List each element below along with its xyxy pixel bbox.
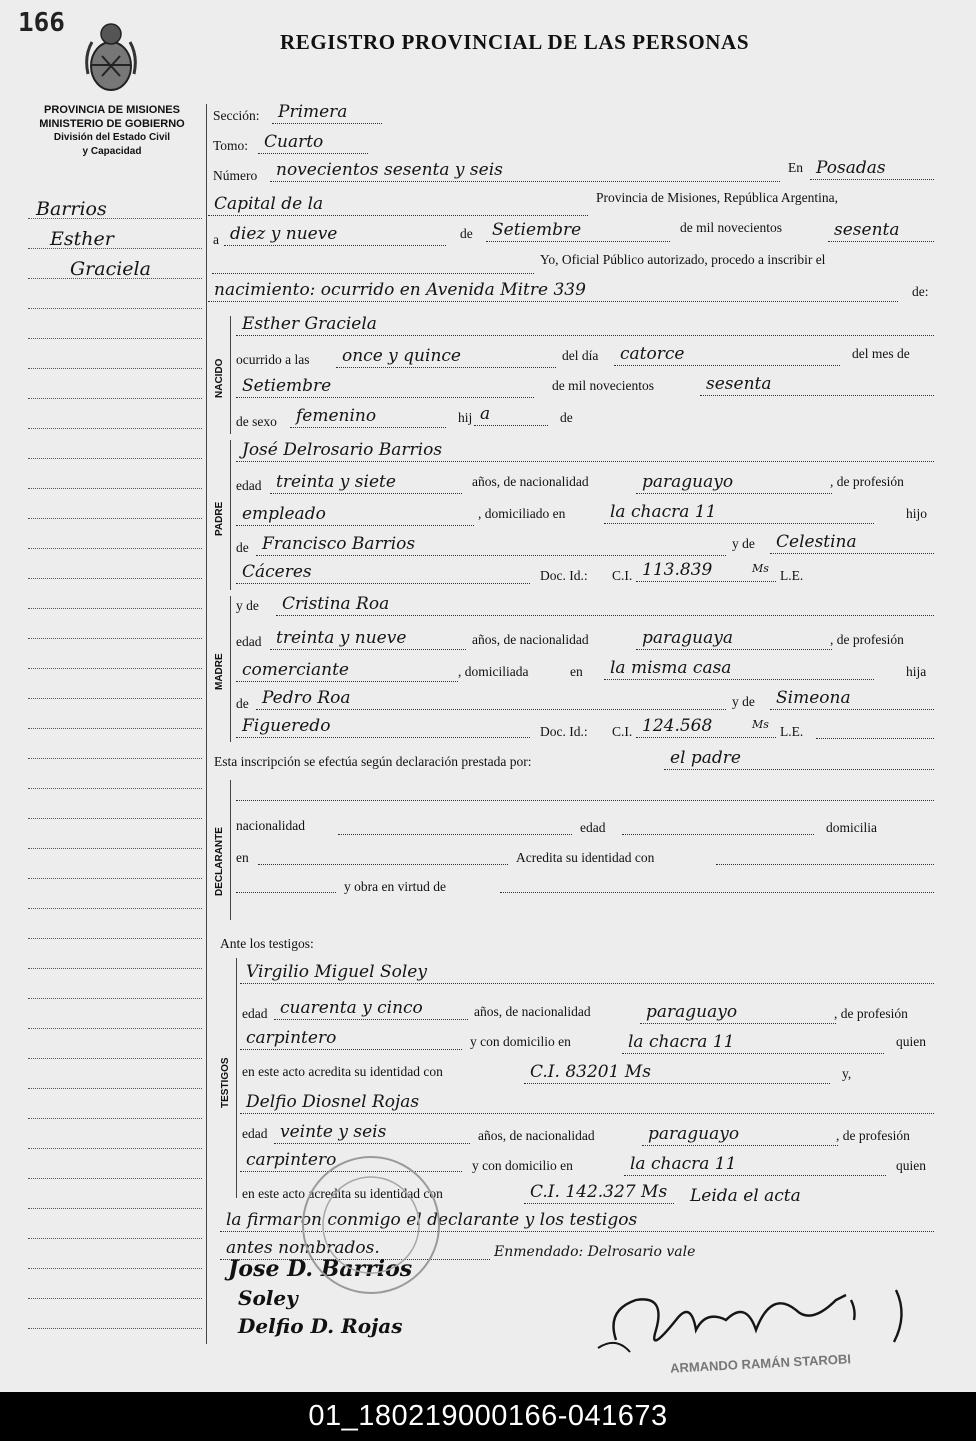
hij-de-label: de bbox=[560, 410, 573, 425]
t2-edad-value: veinte y seis bbox=[280, 1122, 387, 1142]
declarante-section-label: DECLARANTE bbox=[214, 827, 225, 896]
document-id-footer: 01_180219000166-041673 bbox=[0, 1392, 976, 1441]
t1-nombre-value: Virgilio Miguel Soley bbox=[246, 962, 427, 982]
sexo-field bbox=[290, 408, 446, 428]
ministry-line: y Capacidad bbox=[82, 146, 142, 157]
padre-edad-label: edad bbox=[236, 478, 262, 493]
numero-field bbox=[270, 162, 780, 182]
padre-domicilio-field bbox=[604, 504, 874, 524]
signature-testigo-1: Soley bbox=[238, 1286, 298, 1310]
sexo-value: femenino bbox=[296, 406, 377, 426]
en-label: En bbox=[788, 160, 803, 175]
anio-value: sesenta bbox=[834, 220, 900, 240]
nacido-nombre-value: Esther Graciela bbox=[242, 314, 377, 334]
hora-field bbox=[336, 348, 556, 368]
en-value: Posadas bbox=[816, 158, 886, 178]
madre-nombre-value: Cristina Roa bbox=[282, 594, 390, 614]
padre-nombre-value: José Delrosario Barrios bbox=[242, 440, 443, 460]
t1-domicilio-field bbox=[622, 1034, 884, 1054]
page-number: 166 bbox=[18, 8, 65, 38]
en-field bbox=[810, 160, 934, 180]
de-colon-label: de: bbox=[912, 284, 929, 299]
t1-profesion-value: carpintero bbox=[246, 1028, 337, 1048]
madre-nacionalidad-value: paraguaya bbox=[642, 628, 733, 648]
form-left-rule bbox=[206, 104, 207, 1344]
t2-nombre-value: Delfio Diosnel Rojas bbox=[246, 1092, 420, 1112]
dia-field bbox=[224, 226, 446, 246]
padre-nac-label: años, de nacionalidad bbox=[472, 474, 589, 489]
t2-domicilio-field bbox=[624, 1156, 886, 1176]
t1-y-label: y, bbox=[842, 1066, 852, 1081]
t2-quien-label: quien bbox=[896, 1158, 926, 1173]
madre-profesion-field bbox=[236, 662, 458, 682]
declaracion-text: Esta inscripción se efectúa según declaración prestada por: bbox=[214, 754, 532, 769]
declarante-obra-line bbox=[500, 892, 934, 893]
t1-edad-value: cuarenta y cinco bbox=[280, 998, 423, 1018]
padre-dom-label: , domiciliado en bbox=[478, 506, 566, 521]
madre-madre-field bbox=[770, 690, 934, 710]
registry-title: REGISTRO PROVINCIAL DE LAS PERSONAS bbox=[280, 30, 750, 54]
t2-nacionalidad-value: paraguayo bbox=[648, 1124, 740, 1144]
madre-madre-cont-field bbox=[236, 718, 530, 738]
madre-doc-label: Doc. Id.: bbox=[540, 724, 588, 739]
t1-edad-field bbox=[274, 1000, 468, 1020]
testigos-rule bbox=[236, 958, 237, 1198]
madre-madre-value: Simeona bbox=[776, 688, 851, 708]
madre-nacionalidad-field bbox=[636, 630, 832, 650]
t2-ci-field bbox=[524, 1184, 674, 1204]
coat-of-arms-icon bbox=[82, 16, 140, 98]
madre-y-de2-label: y de bbox=[732, 694, 755, 709]
margin-surname: Barrios bbox=[36, 198, 107, 220]
de-mil-label: de mil novecientos bbox=[680, 220, 782, 235]
nacido-de-mil-label: de mil novecientos bbox=[552, 378, 654, 393]
t2-nacionalidad-field bbox=[642, 1126, 838, 1146]
padre-edad-field bbox=[270, 474, 462, 494]
seccion-field bbox=[272, 104, 382, 124]
declarante-acredita-label: Acredita su identidad con bbox=[516, 850, 655, 865]
t2-edad-label: edad bbox=[242, 1126, 268, 1141]
madre-domicilio-field bbox=[604, 660, 874, 680]
dia-value: diez y nueve bbox=[230, 224, 338, 244]
madre-rule bbox=[230, 596, 231, 742]
nacido-mes-field bbox=[236, 378, 534, 398]
padre-profesion-field bbox=[236, 506, 474, 526]
t2-acredita-label: en este acto acredita su identidad con bbox=[242, 1186, 443, 1201]
acto-field bbox=[208, 282, 898, 302]
cierre-2: la firmaron conmigo el declarante y los testigos bbox=[226, 1210, 638, 1230]
sexo-label: de sexo bbox=[236, 414, 277, 429]
tomo-field bbox=[258, 134, 368, 154]
madre-dom-label: , domiciliada bbox=[458, 664, 529, 679]
declarante-obra-label: y obra en virtud de bbox=[344, 879, 446, 894]
t2-dom-label: y con domicilio en bbox=[472, 1158, 573, 1173]
padre-madre-cont-value: Cáceres bbox=[242, 562, 312, 582]
padre-rule bbox=[230, 440, 231, 590]
numero-value: novecientos sesenta y seis bbox=[276, 160, 503, 180]
declaracion-field bbox=[664, 750, 934, 770]
ministry-line: MINISTERIO DE GOBIERNO bbox=[39, 118, 185, 130]
t1-edad-label: edad bbox=[242, 1006, 268, 1021]
ministry-line: División del Estado Civil bbox=[53, 132, 171, 143]
blank-field bbox=[212, 254, 534, 274]
padre-edad-value: treinta y siete bbox=[276, 472, 396, 492]
t1-nac-label: años, de nacionalidad bbox=[474, 1004, 591, 1019]
nacido-dia-value: catorce bbox=[620, 344, 685, 364]
madre-doc-value: 124.568 bbox=[642, 716, 713, 736]
padre-y-de-label: y de bbox=[732, 536, 755, 551]
madre-edad-value: treinta y nueve bbox=[276, 628, 407, 648]
hora-value: once y quince bbox=[342, 346, 461, 366]
padre-domicilio-value: la chacra 11 bbox=[610, 502, 717, 522]
madre-madre-cont-value: Figueredo bbox=[242, 716, 331, 736]
declarante-en-label: en bbox=[236, 850, 249, 865]
numero-label: Número bbox=[213, 168, 258, 183]
t2-edad-field bbox=[274, 1124, 470, 1144]
t2-profesion-value: carpintero bbox=[246, 1150, 337, 1170]
padre-doc-label: Doc. Id.: bbox=[540, 568, 588, 583]
t1-prof-label: , de profesión bbox=[834, 1006, 908, 1021]
madre-le-line bbox=[816, 738, 934, 739]
signature-testigo-2: Delfio D. Rojas bbox=[238, 1314, 403, 1338]
padre-doc-suffix: Ms bbox=[752, 562, 769, 575]
madre-prof-label: , de profesión bbox=[830, 632, 904, 647]
de-label: de bbox=[460, 226, 473, 241]
padre-padre-field bbox=[256, 536, 726, 556]
t1-domicilio-value: la chacra 11 bbox=[628, 1032, 735, 1052]
t2-ci-value: C.I. 142.327 Ms bbox=[530, 1182, 668, 1202]
declarante-en-line bbox=[258, 864, 508, 865]
declarante-acredita-line bbox=[716, 864, 934, 865]
nacido-nombre-field bbox=[236, 316, 934, 336]
madre-ci-label: C.I. bbox=[612, 724, 633, 739]
t1-nacionalidad-field bbox=[640, 1004, 836, 1024]
nacido-rule bbox=[230, 316, 231, 434]
del-mes-label: del mes de bbox=[852, 346, 910, 361]
testigos-ante-label: Ante los testigos: bbox=[220, 936, 314, 951]
cierre-3: antes nombrados. bbox=[226, 1238, 380, 1258]
padre-padre-value: Francisco Barrios bbox=[262, 534, 416, 554]
t1-nombre-field bbox=[240, 964, 934, 984]
declarante-nac-line bbox=[338, 834, 572, 835]
margin-name-2: Graciela bbox=[70, 258, 151, 280]
madre-edad-label: edad bbox=[236, 634, 262, 649]
name-stamp: ARMANDO RAMÁN STAROBI bbox=[669, 1351, 852, 1376]
declarante-rule bbox=[230, 780, 231, 920]
madre-nac-label: años, de nacionalidad bbox=[472, 632, 589, 647]
t1-dom-label: y con domicilio en bbox=[470, 1034, 571, 1049]
padre-profesion-value: empleado bbox=[242, 504, 326, 524]
enmendado-note: Enmendado: Delrosario vale bbox=[494, 1244, 696, 1260]
padre-nacionalidad-value: paraguayo bbox=[642, 472, 734, 492]
nacido-mes-value: Setiembre bbox=[242, 376, 332, 396]
t1-ci-value: C.I. 83201 Ms bbox=[530, 1062, 651, 1082]
declarante-domicilia-label: domicilia bbox=[826, 820, 877, 835]
declarante-nac-label: nacionalidad bbox=[236, 818, 305, 833]
padre-prof-label: , de profesión bbox=[830, 474, 904, 489]
signature-padre: Jose D. Barrios bbox=[228, 1256, 413, 1282]
del-dia-label: del día bbox=[562, 348, 599, 363]
padre-ci-label: C.I. bbox=[612, 568, 633, 583]
t1-acredita-label: en este acto acredita su identidad con bbox=[242, 1064, 443, 1079]
t2-nombre-field bbox=[240, 1094, 934, 1114]
declarante-obra-pre-line bbox=[236, 892, 336, 893]
mes-value: Setiembre bbox=[492, 220, 582, 240]
nacido-anio-field bbox=[700, 376, 934, 396]
t1-nacionalidad-value: paraguayo bbox=[646, 1002, 738, 1022]
madre-hija-label: hija bbox=[906, 664, 927, 679]
declarante-edad-label: edad bbox=[580, 820, 606, 835]
hij-label: hij bbox=[458, 410, 473, 425]
acto-value: nacimiento: ocurrido en Avenida Mitre 339 bbox=[214, 280, 586, 300]
madre-de-label: de bbox=[236, 696, 249, 711]
declaracion-value: el padre bbox=[670, 748, 741, 768]
tomo-label: Tomo: bbox=[213, 138, 249, 153]
madre-section-label: MADRE bbox=[214, 653, 225, 690]
ocurrido-label: ocurrido a las bbox=[236, 352, 310, 367]
nacido-anio-value: sesenta bbox=[706, 374, 772, 394]
madre-en-label: en bbox=[570, 664, 583, 679]
t2-prof-label: , de profesión bbox=[836, 1128, 910, 1143]
hij-value: a bbox=[480, 404, 491, 424]
madre-nombre-field bbox=[276, 596, 934, 616]
madre-edad-field bbox=[270, 630, 466, 650]
capital-field bbox=[208, 196, 588, 216]
margin-name-1: Esther bbox=[50, 228, 114, 250]
hij-field bbox=[474, 406, 548, 426]
t2-nac-label: años, de nacionalidad bbox=[478, 1128, 595, 1143]
padre-nombre-field bbox=[236, 442, 934, 462]
t1-quien-label: quien bbox=[896, 1034, 926, 1049]
padre-madre-value: Celestina bbox=[776, 532, 857, 552]
madre-y-de-label: y de bbox=[236, 598, 259, 613]
ministry-line: PROVINCIA DE MISIONES bbox=[44, 104, 180, 116]
capital-value: Capital de la bbox=[214, 194, 324, 214]
nacido-section-label: NACIDO bbox=[214, 358, 225, 398]
t1-ci-field bbox=[524, 1064, 830, 1084]
t2-domicilio-value: la chacra 11 bbox=[630, 1154, 737, 1174]
padre-le-label: L.E. bbox=[780, 568, 804, 583]
ministry-block bbox=[22, 103, 202, 159]
padre-nacionalidad-field bbox=[636, 474, 832, 494]
madre-profesion-value: comerciante bbox=[242, 660, 349, 680]
oficial-text: Yo, Oficial Público autorizado, procedo a inscribir el bbox=[540, 252, 826, 267]
padre-madre-cont-field bbox=[236, 564, 530, 584]
seccion-label: Sección: bbox=[213, 108, 260, 123]
declarante-edad-line bbox=[622, 834, 814, 835]
madre-le-label: L.E. bbox=[780, 724, 804, 739]
seal-stamp-icon bbox=[296, 1150, 446, 1300]
t1-profesion-field bbox=[240, 1030, 462, 1050]
nacido-dia-field bbox=[614, 346, 840, 366]
seccion-value: Primera bbox=[278, 102, 348, 122]
madre-doc-suffix: Ms bbox=[752, 718, 769, 731]
padre-section-label: PADRE bbox=[214, 501, 225, 536]
anio-field bbox=[828, 222, 934, 242]
tomo-value: Cuarto bbox=[264, 132, 324, 152]
madre-padre-value: Pedro Roa bbox=[262, 688, 351, 708]
a-label: a bbox=[213, 232, 219, 247]
madre-domicilio-value: la misma casa bbox=[610, 658, 732, 678]
mes-field bbox=[486, 222, 670, 242]
padre-doc-value: 113.839 bbox=[642, 560, 713, 580]
padre-madre-field bbox=[770, 534, 934, 554]
padre-hijo-label: hijo bbox=[906, 506, 928, 521]
testigos-section-label: TESTIGOS bbox=[220, 1057, 231, 1108]
provincia-text: Provincia de Misiones, República Argentina, bbox=[596, 190, 838, 205]
madre-padre-field bbox=[256, 690, 726, 710]
cierre-1: Leida el acta bbox=[690, 1186, 801, 1206]
declarante-name-line bbox=[236, 800, 934, 801]
padre-de-label: de bbox=[236, 540, 249, 555]
